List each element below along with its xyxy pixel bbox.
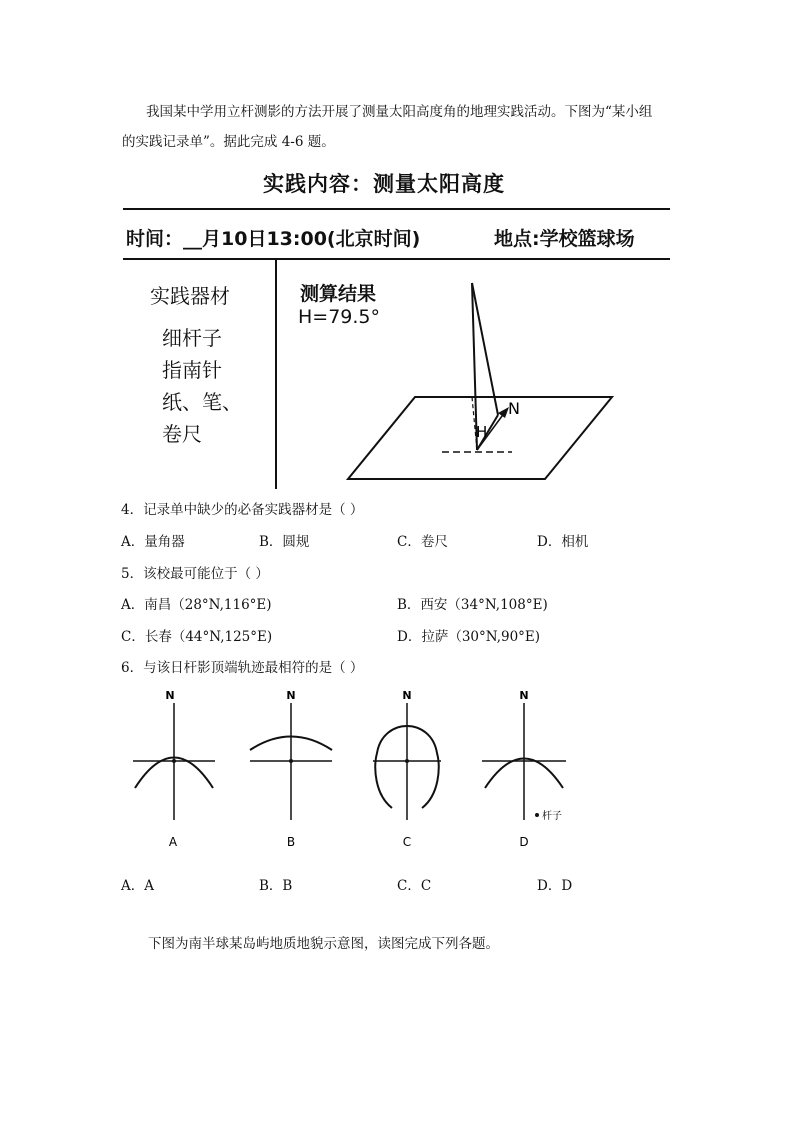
intro-line-2: 的实践记录单”。据此完成 4-6 题。 bbox=[122, 134, 335, 150]
figure-a bbox=[133, 689, 215, 849]
question-5-stem: 5．该校最可能位于（ ） bbox=[121, 566, 269, 582]
q6-option-d[interactable]: D．D bbox=[537, 878, 573, 894]
q5-option-a[interactable]: A．南昌（28°N,116°E) bbox=[121, 597, 272, 613]
figure-c-label: C bbox=[402, 835, 412, 849]
figure-a-north-label: N bbox=[165, 689, 175, 702]
record-title: 实践内容：测量太阳高度 bbox=[263, 172, 505, 196]
intro-line-1: 我国某中学用立杆测影的方法开展了测量太阳高度角的地理实践活动。下图为“某小组 bbox=[146, 104, 653, 120]
pole-shadow-diagram bbox=[340, 275, 630, 485]
record-middle-rule bbox=[123, 258, 670, 260]
figure-d-pole-label: 杆子 bbox=[542, 811, 562, 822]
figure-b-label: B bbox=[286, 835, 296, 849]
q4-option-b[interactable]: B．圆规 bbox=[259, 534, 310, 550]
equipment-item: 卷尺 bbox=[162, 422, 202, 446]
record-top-rule bbox=[123, 208, 670, 210]
figure-b-north-label: N bbox=[286, 689, 296, 702]
equipment-list bbox=[162, 322, 242, 450]
north-label: N bbox=[508, 399, 520, 418]
figure-c bbox=[373, 689, 441, 849]
equipment-item: 纸、笔、 bbox=[162, 390, 242, 414]
angle-label: H bbox=[476, 423, 488, 441]
q5-option-c[interactable]: C．长春（44°N,125°E) bbox=[121, 629, 273, 645]
figure-d-label: D bbox=[519, 835, 529, 849]
figure-b-pole-dot bbox=[289, 759, 293, 763]
q6-option-c[interactable]: C．C bbox=[397, 878, 432, 894]
shadow-trajectory-figures bbox=[125, 685, 562, 850]
q5-option-b[interactable]: B．西安（34°N,108°E) bbox=[397, 597, 548, 613]
equipment-item: 指南针 bbox=[162, 358, 222, 382]
figure-d-north-label: N bbox=[519, 689, 529, 702]
q6-option-a[interactable]: A．A bbox=[121, 878, 154, 894]
record-column-divider bbox=[275, 259, 277, 489]
result-heading: 测算结果 bbox=[300, 283, 377, 305]
q5-option-d[interactable]: D．拉萨（30°N,90°E) bbox=[397, 629, 541, 645]
figure-c-north-label: N bbox=[402, 689, 412, 702]
equipment-item: 细杆子 bbox=[162, 326, 222, 350]
q4-option-d[interactable]: D．相机 bbox=[537, 534, 589, 550]
record-time: 时间：__月10日13:00(北京时间) bbox=[126, 228, 421, 250]
question-6-stem: 6．与该日杆影顶端轨迹最相符的是（ ） bbox=[121, 660, 364, 676]
figure-b bbox=[250, 689, 332, 849]
next-section-intro: 下图为南半球某岛屿地质地貌示意图，读图完成下列各题。 bbox=[148, 936, 499, 952]
result-value: H=79.5° bbox=[298, 306, 381, 328]
figure-c-pole-dot bbox=[405, 759, 409, 763]
q6-option-b[interactable]: B．B bbox=[259, 878, 293, 894]
figure-a-label: A bbox=[168, 835, 178, 849]
equipment-heading: 实践器材 bbox=[150, 284, 230, 308]
figure-a-pole-dot bbox=[172, 759, 176, 763]
record-place: 地点:学校篮球场 bbox=[494, 228, 635, 250]
q4-option-c[interactable]: C．卷尺 bbox=[397, 534, 448, 550]
q4-option-a[interactable]: A．量角器 bbox=[121, 534, 185, 550]
question-4-stem: 4．记录单中缺少的必备实践器材是（ ） bbox=[121, 502, 364, 518]
figure-d bbox=[482, 689, 566, 849]
figure-d-pole-dot bbox=[535, 813, 539, 817]
